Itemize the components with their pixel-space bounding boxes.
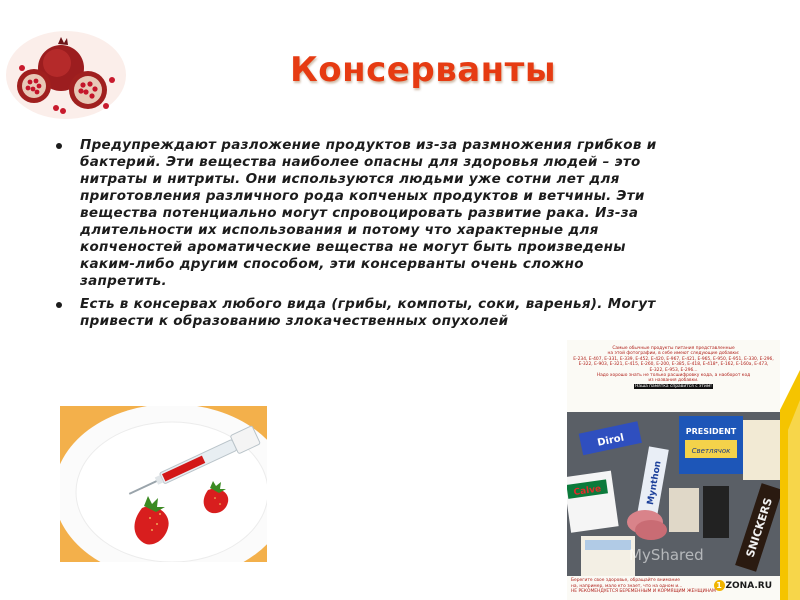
poster-head-line: из названия добавки. [648, 378, 699, 384]
poster-head-line: Надо хорошо знать не только расшифровку кода, а наоборот код [596, 373, 751, 379]
brand-president: PRESIDENT [685, 427, 737, 436]
poster-header [567, 340, 780, 418]
bullet-item [52, 296, 672, 330]
slide-title: Консерванты [290, 50, 557, 90]
poster-foot-line: на, например, мало кто знает, что на одном и... [571, 583, 683, 589]
zona-one-badge: 1 [714, 580, 725, 591]
brand-svetlyachok: Светлячок [691, 447, 731, 455]
brand-mynthon: Mynthon [646, 460, 664, 506]
bullet-item [52, 137, 672, 290]
corner-decoration [780, 370, 800, 600]
brand-snickers: SNICKERS [743, 496, 776, 559]
products-photo [567, 412, 780, 578]
poster-highlight: Наша памятка справится с этим! [635, 383, 712, 389]
bullet-dot-icon [56, 302, 62, 308]
poster-head-line: на этой фотографии, в себе имеют следующие добавки: [607, 351, 740, 357]
pomegranate-image [6, 20, 128, 120]
zona-logo [714, 580, 773, 591]
watermark: MyShared [629, 546, 704, 564]
bullet-list [52, 137, 672, 336]
zona-text: ZONA.RU [725, 581, 772, 591]
bullet-text: Есть в консервах любого вида (грибы, компоты, соки, варенья). Могут привести к образованию злокачественных опухолей [80, 296, 656, 329]
poster-foot-line: Берегите свое здоровье, обращайте внимание [571, 578, 680, 583]
bullet-text: Предупреждают разложение продуктов из-за размножения грибков и бактерий. Эти вещества наиболее опасны для здоровья людей – это нитраты и нитриты. Они используются людьми уже сотни лет для приготовления различного рода копченых продуктов и ветчины. Эти вещества потенциально могут спровоцировать развитие рака. Из-за длительности их использования и потому что характерные для копченостей ароматические вещества не могут быть произведены каким-либо другим способом, эти консерванты очень сложно запретить. [80, 137, 657, 289]
poster-head-line: Самые обычные продукты питания представленные [612, 346, 735, 351]
brand-calve: Calve [573, 484, 602, 498]
syringe-strawberry-photo [60, 406, 267, 562]
brand-dirol: Dirol [596, 432, 626, 449]
bullet-dot-icon [56, 143, 62, 149]
poster-foot-line: НЕ РЕКОМЕНДУЕТСЯ БЕРЕМЕННЫМ И КОРМЯЩИМ ЖЕНЩИНАМ [571, 589, 716, 594]
poster-codes: Е-234, Е-407, Е-331, Е-339, Е-452, Е-420, Е-967, Е-421, Е-965, Е-950, Е-951, Е-330, Е-296, Е-322, Е-903, Е-321, Е-415, Е-260, Е-200, Е-385, Е-418, Е-418*, Е-162, Е-160а, Е-473, Е-322, Е-953, Е-296... [573, 356, 774, 373]
additives-poster [567, 340, 780, 600]
